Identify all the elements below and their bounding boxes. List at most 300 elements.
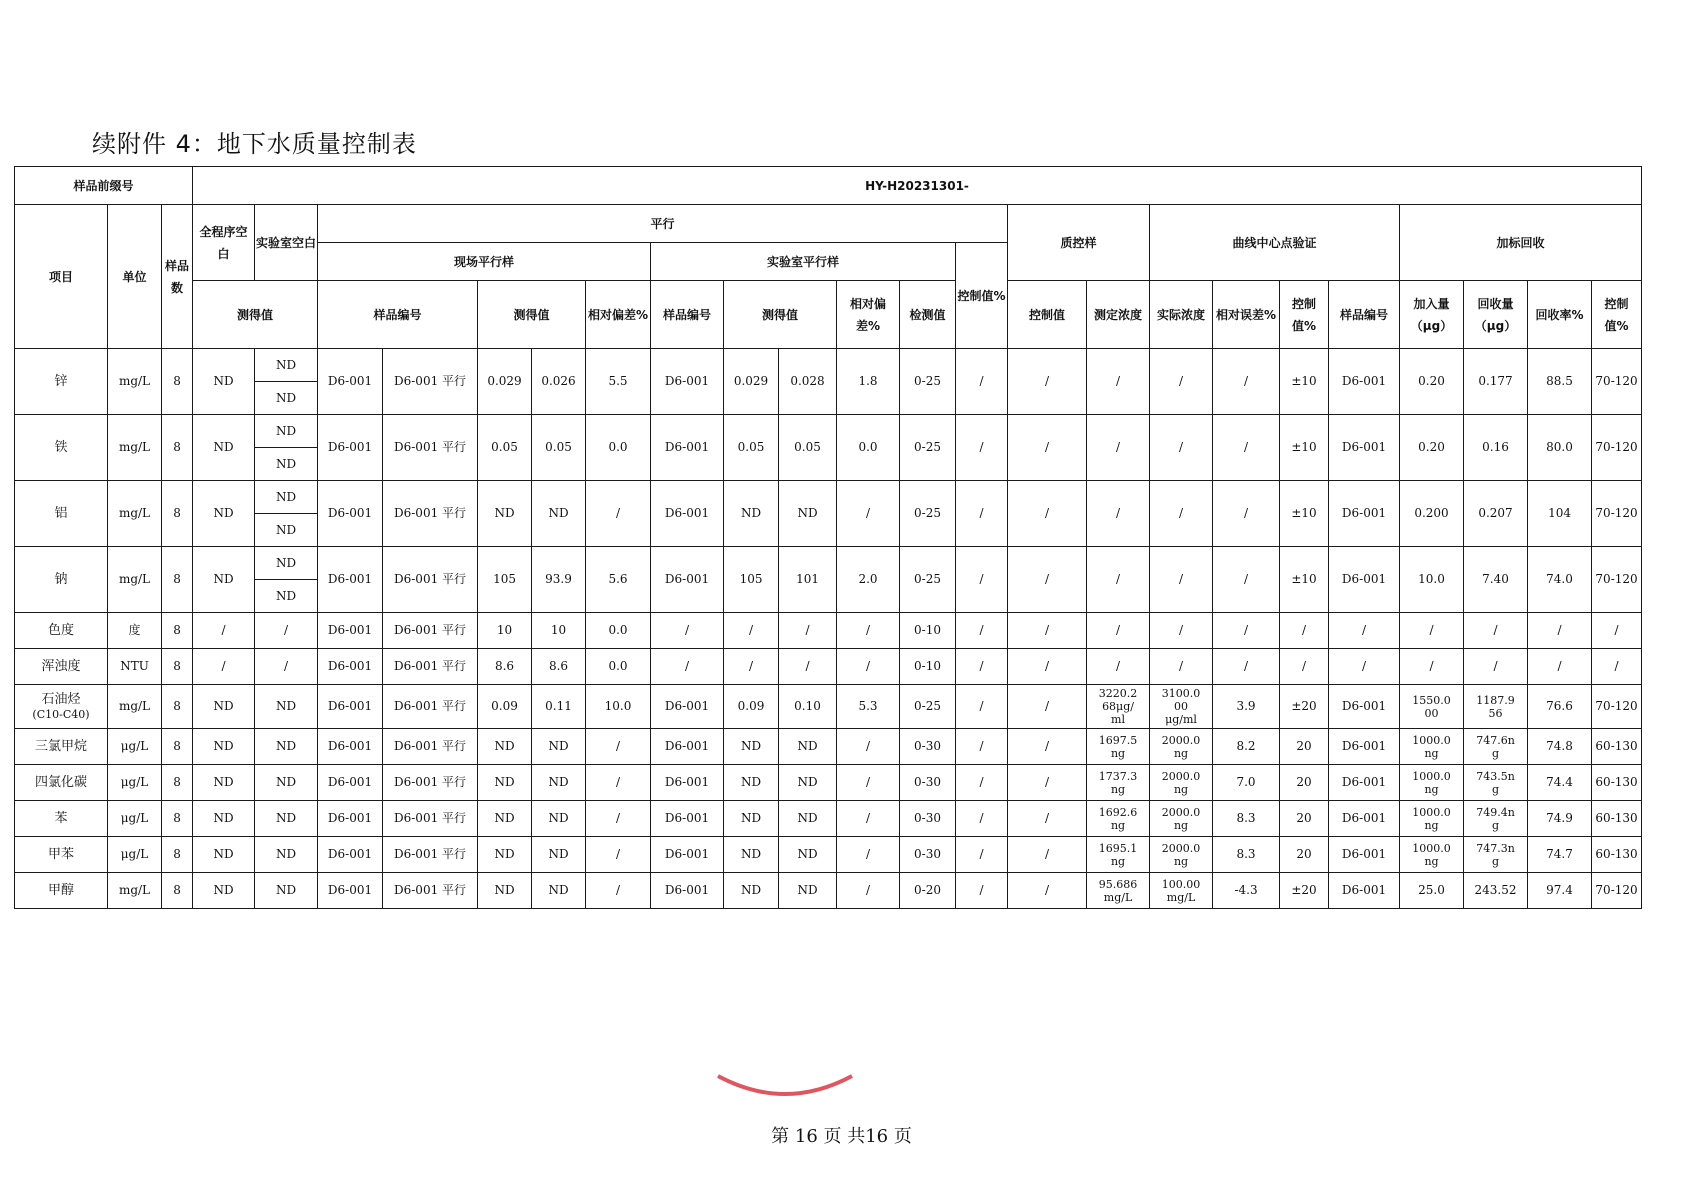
- prefix-value: HY-H20231301-: [193, 167, 1642, 205]
- cell-spike-recovered: 0.207: [1464, 481, 1528, 547]
- cell-field-parallel-id: D6-001 平行: [383, 801, 478, 837]
- seal-arc: [710, 1070, 860, 1106]
- cell-spike-added: [1400, 801, 1464, 837]
- cell-unit: mg/L: [108, 547, 162, 613]
- cell-curve-control: ±10: [1280, 547, 1329, 613]
- cell-line: ng: [1110, 854, 1126, 868]
- table-row: [15, 873, 1642, 909]
- header-field-measured: 测得值: [478, 281, 586, 349]
- cell-spike-added: [1400, 685, 1464, 729]
- cell-field-value-2: ND: [532, 481, 586, 547]
- cell-field-sample-id: D6-001: [318, 649, 383, 685]
- cell-field-value-1: ND: [478, 801, 532, 837]
- cell-full-blank: ND: [193, 729, 255, 765]
- cell-qc-detected: /: [956, 547, 1008, 613]
- cell-lab-value-2: ND: [779, 765, 837, 801]
- cell-count: 8: [162, 685, 193, 729]
- cell-line: ng: [1173, 818, 1189, 832]
- cell-spike-recovered: /: [1464, 649, 1528, 685]
- header-curve-control: 控制值%: [1280, 281, 1329, 349]
- cell-parallel-control: 0-10: [900, 649, 956, 685]
- cell-lab-blank: /: [255, 613, 318, 649]
- cell-line: ml: [1111, 713, 1125, 726]
- header-field-parallel: 现场平行样: [318, 243, 651, 281]
- cell-curve-rel-err: 7.0: [1213, 765, 1280, 801]
- cell-spike-added: 0.20: [1400, 349, 1464, 415]
- cell-spike-control: 70-120: [1592, 481, 1642, 547]
- cell-curve-actual: [1150, 685, 1213, 729]
- cell-field-sample-id: D6-001: [318, 415, 383, 481]
- cell-unit: mg/L: [108, 873, 162, 909]
- cell-curve-actual: /: [1150, 415, 1213, 481]
- cell-unit: μg/L: [108, 837, 162, 873]
- table-row: [15, 685, 1642, 729]
- cell-full-blank: /: [193, 613, 255, 649]
- cell-item: 四氯化碳: [15, 765, 108, 801]
- cell-lab-sample-id: D6-001: [651, 765, 724, 801]
- page-footer: 第 16 页 共16 页: [771, 1126, 912, 1147]
- cell-line: μg/ml: [1165, 713, 1197, 726]
- cell-field-parallel-id: D6-001 平行: [383, 837, 478, 873]
- cell-full-blank: ND: [193, 801, 255, 837]
- cell-line: ng: [1110, 746, 1126, 760]
- document-title: 续附件 4：地下水质量控制表: [92, 130, 417, 158]
- cell-field-value-2: 0.026: [532, 349, 586, 415]
- cell-parallel-control: 0-25: [900, 481, 956, 547]
- cell-unit: μg/L: [108, 729, 162, 765]
- cell-line: ng: [1173, 782, 1189, 796]
- cell-spike-sample-id: D6-001: [1329, 837, 1400, 873]
- cell-curve-control: 20: [1280, 765, 1329, 801]
- cell-qc-control: /: [1008, 415, 1087, 481]
- cell-lab-blank: ND: [255, 685, 318, 729]
- cell-field-rel-dev: 5.5: [586, 349, 651, 415]
- cell-curve-control: ±10: [1280, 481, 1329, 547]
- cell-qc-detected: /: [956, 837, 1008, 873]
- cell-field-rel-dev: /: [586, 837, 651, 873]
- table-row: [15, 801, 1642, 837]
- cell-curve-rel-err: /: [1213, 481, 1280, 547]
- cell-curve-measured: [1087, 765, 1150, 801]
- cell-lab-sample-id: /: [651, 613, 724, 649]
- header-curve-actual: 实际浓度: [1150, 281, 1213, 349]
- cell-full-blank: ND: [193, 685, 255, 729]
- cell-item: 铝: [15, 481, 108, 547]
- cell-spike-recovery: 80.0: [1528, 415, 1592, 481]
- cell-curve-control: /: [1280, 649, 1329, 685]
- cell-spike-recovery: 74.4: [1528, 765, 1592, 801]
- cell-parallel-control: 0-25: [900, 349, 956, 415]
- cell-count: 8: [162, 613, 193, 649]
- quality-control-table: [14, 166, 1642, 909]
- cell-count: 8: [162, 873, 193, 909]
- cell-lab-rel-dev: /: [837, 613, 900, 649]
- cell-field-parallel-id: D6-001 平行: [383, 649, 478, 685]
- cell-spike-recovery: 88.5: [1528, 349, 1592, 415]
- header-spike-added: 加入量（μg）: [1400, 281, 1464, 349]
- item-range: (C10-C40): [32, 707, 90, 721]
- cell-spike-added: 0.200: [1400, 481, 1464, 547]
- cell-field-rel-dev: /: [586, 481, 651, 547]
- header-field-sample-id: 样品编号: [318, 281, 478, 349]
- cell-curve-actual: [1150, 765, 1213, 801]
- cell-spike-sample-id: /: [1329, 649, 1400, 685]
- item-name: 石油烃: [41, 691, 81, 707]
- cell-spike-sample-id: /: [1329, 613, 1400, 649]
- cell-spike-control: 70-120: [1592, 547, 1642, 613]
- cell-curve-control: ±10: [1280, 415, 1329, 481]
- cell-line: 00: [1424, 706, 1439, 720]
- cell-lab-blank: ND: [255, 481, 318, 514]
- cell-line: ng: [1110, 818, 1126, 832]
- cell-full-blank: ND: [193, 481, 255, 547]
- cell-lab-value-2: 101: [779, 547, 837, 613]
- cell-qc-control: /: [1008, 801, 1087, 837]
- cell-field-value-1: ND: [478, 765, 532, 801]
- cell-field-value-2: 0.05: [532, 415, 586, 481]
- cell-lab-value-2: /: [779, 649, 837, 685]
- cell-field-parallel-id: D6-001 平行: [383, 415, 478, 481]
- cell-curve-control: 20: [1280, 837, 1329, 873]
- cell-lab-rel-dev: /: [837, 873, 900, 909]
- cell-field-rel-dev: /: [586, 729, 651, 765]
- cell-line: mg/L: [1166, 890, 1196, 904]
- cell-curve-rel-err: /: [1213, 415, 1280, 481]
- cell-field-sample-id: D6-001: [318, 349, 383, 415]
- cell-spike-sample-id: D6-001: [1329, 801, 1400, 837]
- cell-curve-control: 20: [1280, 729, 1329, 765]
- cell-unit: NTU: [108, 649, 162, 685]
- cell-curve-actual: [1150, 729, 1213, 765]
- cell-field-parallel-id: D6-001 平行: [383, 765, 478, 801]
- cell-qc-detected: /: [956, 349, 1008, 415]
- cell-line: 2000.0: [1161, 733, 1201, 747]
- cell-spike-recovered: 243.52: [1464, 873, 1528, 909]
- cell-lab-value-2: ND: [779, 481, 837, 547]
- header-lab-blank: 实验室空白: [255, 205, 318, 281]
- cell-spike-recovery: /: [1528, 613, 1592, 649]
- cell-spike-control: 60-130: [1592, 765, 1642, 801]
- header-spike-recovery: 回收率%: [1528, 281, 1592, 349]
- cell-lab-value-2: ND: [779, 801, 837, 837]
- cell-qc-detected: /: [956, 685, 1008, 729]
- seal-stamp: [710, 1070, 860, 1110]
- cell-curve-actual: /: [1150, 547, 1213, 613]
- cell-curve-control: ±20: [1280, 685, 1329, 729]
- header-count: 样品数: [162, 205, 193, 349]
- cell-unit: mg/L: [108, 415, 162, 481]
- cell-spike-added: /: [1400, 649, 1464, 685]
- cell-curve-control: ±20: [1280, 873, 1329, 909]
- cell-count: 8: [162, 765, 193, 801]
- cell-spike-recovery: 97.4: [1528, 873, 1592, 909]
- cell-field-parallel-id: D6-001 平行: [383, 685, 478, 729]
- header-curve-rel-err: 相对误差%: [1213, 281, 1280, 349]
- cell-curve-measured: [1087, 801, 1150, 837]
- cell-parallel-control: 0-30: [900, 801, 956, 837]
- cell-qc-detected: /: [956, 729, 1008, 765]
- cell-field-value-1: 0.09: [478, 685, 532, 729]
- cell-spike-sample-id: D6-001: [1329, 481, 1400, 547]
- cell-lab-blank: ND: [255, 448, 318, 481]
- cell-spike-recovered: [1464, 765, 1528, 801]
- cell-lab-value-1: /: [724, 613, 779, 649]
- cell-unit: mg/L: [108, 481, 162, 547]
- header-spike-recovered: 回收量（μg）: [1464, 281, 1528, 349]
- cell-line: 56: [1488, 706, 1503, 720]
- cell-qc-control: /: [1008, 649, 1087, 685]
- cell-line: 68μg/: [1102, 700, 1134, 713]
- cell-line: 1697.5: [1098, 733, 1138, 747]
- cell-curve-rel-err: /: [1213, 649, 1280, 685]
- cell-spike-added: [1400, 765, 1464, 801]
- cell-lab-value-1: ND: [724, 765, 779, 801]
- cell-curve-actual: /: [1150, 481, 1213, 547]
- cell-item: 苯: [15, 801, 108, 837]
- cell-lab-value-1: ND: [724, 873, 779, 909]
- cell-lab-rel-dev: /: [837, 729, 900, 765]
- cell-field-value-1: 10: [478, 613, 532, 649]
- cell-line: 747.3n: [1476, 841, 1515, 855]
- cell-parallel-control: 0-30: [900, 765, 956, 801]
- header-spike: 加标回收: [1400, 205, 1642, 281]
- cell-curve-rel-err: 8.3: [1213, 837, 1280, 873]
- cell-lab-value-1: ND: [724, 481, 779, 547]
- cell-spike-recovered: [1464, 729, 1528, 765]
- cell-lab-value-2: 0.10: [779, 685, 837, 729]
- cell-spike-recovery: 74.7: [1528, 837, 1592, 873]
- table-row: [15, 481, 1642, 514]
- cell-curve-measured: /: [1087, 547, 1150, 613]
- cell-item: 三氯甲烷: [15, 729, 108, 765]
- cell-field-sample-id: D6-001: [318, 481, 383, 547]
- cell-line: ng: [1424, 746, 1439, 760]
- cell-line: ng: [1424, 818, 1439, 832]
- cell-lab-sample-id: D6-001: [651, 837, 724, 873]
- header-full-blank: 全程序空白: [193, 205, 255, 281]
- cell-count: 8: [162, 415, 193, 481]
- cell-spike-recovered: [1464, 837, 1528, 873]
- cell-lab-rel-dev: /: [837, 837, 900, 873]
- cell-full-blank: ND: [193, 873, 255, 909]
- cell-line: mg/L: [1103, 890, 1133, 904]
- cell-field-sample-id: D6-001: [318, 729, 383, 765]
- cell-spike-added: 10.0: [1400, 547, 1464, 613]
- cell-curve-measured: /: [1087, 649, 1150, 685]
- cell-field-sample-id: D6-001: [318, 547, 383, 613]
- cell-full-blank: /: [193, 649, 255, 685]
- cell-curve-measured: [1087, 837, 1150, 873]
- cell-parallel-control: 0-10: [900, 613, 956, 649]
- cell-line: 1737.3: [1098, 769, 1138, 783]
- cell-lab-sample-id: /: [651, 649, 724, 685]
- cell-line: 2000.0: [1161, 841, 1201, 855]
- header-spike-control: 控制值%: [1592, 281, 1642, 349]
- cell-spike-recovered: 7.40: [1464, 547, 1528, 613]
- cell-spike-added: /: [1400, 613, 1464, 649]
- cell-field-parallel-id: D6-001 平行: [383, 613, 478, 649]
- cell-field-value-2: 0.11: [532, 685, 586, 729]
- cell-count: 8: [162, 349, 193, 415]
- cell-line: ng: [1424, 854, 1439, 868]
- cell-field-value-1: ND: [478, 481, 532, 547]
- cell-line: g: [1491, 746, 1500, 760]
- cell-lab-value-1: 0.05: [724, 415, 779, 481]
- cell-field-value-1: ND: [478, 729, 532, 765]
- cell-spike-sample-id: D6-001: [1329, 873, 1400, 909]
- cell-qc-control: /: [1008, 547, 1087, 613]
- cell-lab-sample-id: D6-001: [651, 349, 724, 415]
- cell-parallel-control: 0-20: [900, 873, 956, 909]
- cell-lab-blank: ND: [255, 349, 318, 382]
- cell-unit: mg/L: [108, 349, 162, 415]
- cell-spike-control: /: [1592, 613, 1642, 649]
- cell-line: ng: [1424, 782, 1439, 796]
- cell-lab-sample-id: D6-001: [651, 801, 724, 837]
- cell-lab-value-1: 0.09: [724, 685, 779, 729]
- cell-curve-measured: /: [1087, 481, 1150, 547]
- cell-qc-control: /: [1008, 685, 1087, 729]
- cell-qc-control: /: [1008, 349, 1087, 415]
- cell-count: 8: [162, 801, 193, 837]
- cell-field-value-2: ND: [532, 801, 586, 837]
- cell-qc-detected: /: [956, 481, 1008, 547]
- cell-lab-value-1: 105: [724, 547, 779, 613]
- cell-field-value-2: ND: [532, 729, 586, 765]
- cell-spike-control: 60-130: [1592, 801, 1642, 837]
- cell-field-sample-id: D6-001: [318, 613, 383, 649]
- table-body: [15, 167, 1642, 909]
- header-unit: 单位: [108, 205, 162, 349]
- cell-line: 2000.0: [1161, 805, 1201, 819]
- cell-field-value-2: ND: [532, 765, 586, 801]
- cell-field-parallel-id: D6-001 平行: [383, 481, 478, 547]
- cell-lab-value-2: ND: [779, 873, 837, 909]
- cell-line: 743.5n: [1476, 769, 1515, 783]
- cell-field-parallel-id: D6-001 平行: [383, 729, 478, 765]
- cell-item: 钠: [15, 547, 108, 613]
- cell-curve-control: 20: [1280, 801, 1329, 837]
- table-row: [15, 349, 1642, 382]
- cell-line: g: [1491, 818, 1500, 832]
- cell-curve-measured: /: [1087, 349, 1150, 415]
- cell-spike-added: [1400, 837, 1464, 873]
- cell-qc-detected: /: [956, 415, 1008, 481]
- cell-lab-sample-id: D6-001: [651, 729, 724, 765]
- cell-item: 铁: [15, 415, 108, 481]
- header-lab-sample-id: 样品编号: [651, 281, 724, 349]
- cell-line: 1000.0: [1412, 733, 1451, 747]
- header-blank-measured: 测得值: [193, 281, 318, 349]
- header-lab-rel-dev: 相对偏差%: [837, 281, 900, 349]
- cell-field-rel-dev: /: [586, 801, 651, 837]
- cell-line: 95.686: [1098, 877, 1138, 891]
- cell-spike-recovery: /: [1528, 649, 1592, 685]
- cell-line: 100.00: [1161, 877, 1201, 891]
- cell-curve-actual: /: [1150, 349, 1213, 415]
- cell-spike-sample-id: D6-001: [1329, 547, 1400, 613]
- cell-spike-sample-id: D6-001: [1329, 685, 1400, 729]
- header-lab-measured: 测得值: [724, 281, 837, 349]
- cell-lab-value-1: ND: [724, 729, 779, 765]
- cell-parallel-control: 0-30: [900, 729, 956, 765]
- table-row: [15, 613, 1642, 649]
- header-parallel: 平行: [318, 205, 1008, 243]
- cell-lab-blank: ND: [255, 382, 318, 415]
- cell-spike-recovered: [1464, 801, 1528, 837]
- cell-unit: 度: [108, 613, 162, 649]
- cell-field-value-2: ND: [532, 837, 586, 873]
- cell-curve-rel-err: 8.2: [1213, 729, 1280, 765]
- cell-curve-rel-err: /: [1213, 547, 1280, 613]
- cell-qc-control: /: [1008, 837, 1087, 873]
- header-curve-measured: 测定浓度: [1087, 281, 1150, 349]
- cell-lab-rel-dev: 0.0: [837, 415, 900, 481]
- cell-curve-rel-err: 8.3: [1213, 801, 1280, 837]
- cell-item: 甲醇: [15, 873, 108, 909]
- cell-field-value-2: ND: [532, 873, 586, 909]
- cell-qc-control: /: [1008, 481, 1087, 547]
- cell-line: g: [1491, 854, 1500, 868]
- cell-lab-value-1: 0.029: [724, 349, 779, 415]
- cell-unit: mg/L: [108, 685, 162, 729]
- cell-qc-control: /: [1008, 729, 1087, 765]
- cell-lab-blank: ND: [255, 415, 318, 448]
- cell-lab-blank: ND: [255, 547, 318, 580]
- cell-line: 1000.0: [1412, 805, 1451, 819]
- cell-field-rel-dev: 5.6: [586, 547, 651, 613]
- cell-lab-rel-dev: /: [837, 649, 900, 685]
- cell-full-blank: ND: [193, 547, 255, 613]
- header-item: 项目: [15, 205, 108, 349]
- cell-line: 747.6n: [1476, 733, 1515, 747]
- cell-curve-rel-err: /: [1213, 349, 1280, 415]
- cell-field-value-2: 10: [532, 613, 586, 649]
- header-qc-control: 控制值: [1008, 281, 1087, 349]
- cell-curve-actual: /: [1150, 649, 1213, 685]
- cell-field-value-1: 8.6: [478, 649, 532, 685]
- cell-field-rel-dev: /: [586, 873, 651, 909]
- cell-field-rel-dev: /: [586, 765, 651, 801]
- cell-spike-added: [1400, 729, 1464, 765]
- table-row: [15, 547, 1642, 580]
- cell-line: 1187.9: [1476, 693, 1515, 707]
- cell-full-blank: ND: [193, 349, 255, 415]
- cell-spike-control: /: [1592, 649, 1642, 685]
- cell-full-blank: ND: [193, 837, 255, 873]
- cell-lab-value-1: ND: [724, 837, 779, 873]
- cell-curve-actual: [1150, 873, 1213, 909]
- cell-lab-blank: ND: [255, 580, 318, 613]
- cell-field-rel-dev: 10.0: [586, 685, 651, 729]
- cell-lab-value-2: 0.028: [779, 349, 837, 415]
- cell-field-value-2: 93.9: [532, 547, 586, 613]
- cell-curve-control: /: [1280, 613, 1329, 649]
- cell-field-sample-id: D6-001: [318, 685, 383, 729]
- cell-parallel-control: 0-25: [900, 547, 956, 613]
- cell-spike-control: 70-120: [1592, 685, 1642, 729]
- cell-curve-rel-err: /: [1213, 613, 1280, 649]
- cell-spike-recovered: 0.177: [1464, 349, 1528, 415]
- cell-qc-control: /: [1008, 765, 1087, 801]
- cell-spike-sample-id: D6-001: [1329, 349, 1400, 415]
- cell-qc-detected: /: [956, 613, 1008, 649]
- cell-item: 锌: [15, 349, 108, 415]
- cell-spike-control: 70-120: [1592, 873, 1642, 909]
- cell-field-value-2: 8.6: [532, 649, 586, 685]
- table-row: [15, 649, 1642, 685]
- cell-curve-control: ±10: [1280, 349, 1329, 415]
